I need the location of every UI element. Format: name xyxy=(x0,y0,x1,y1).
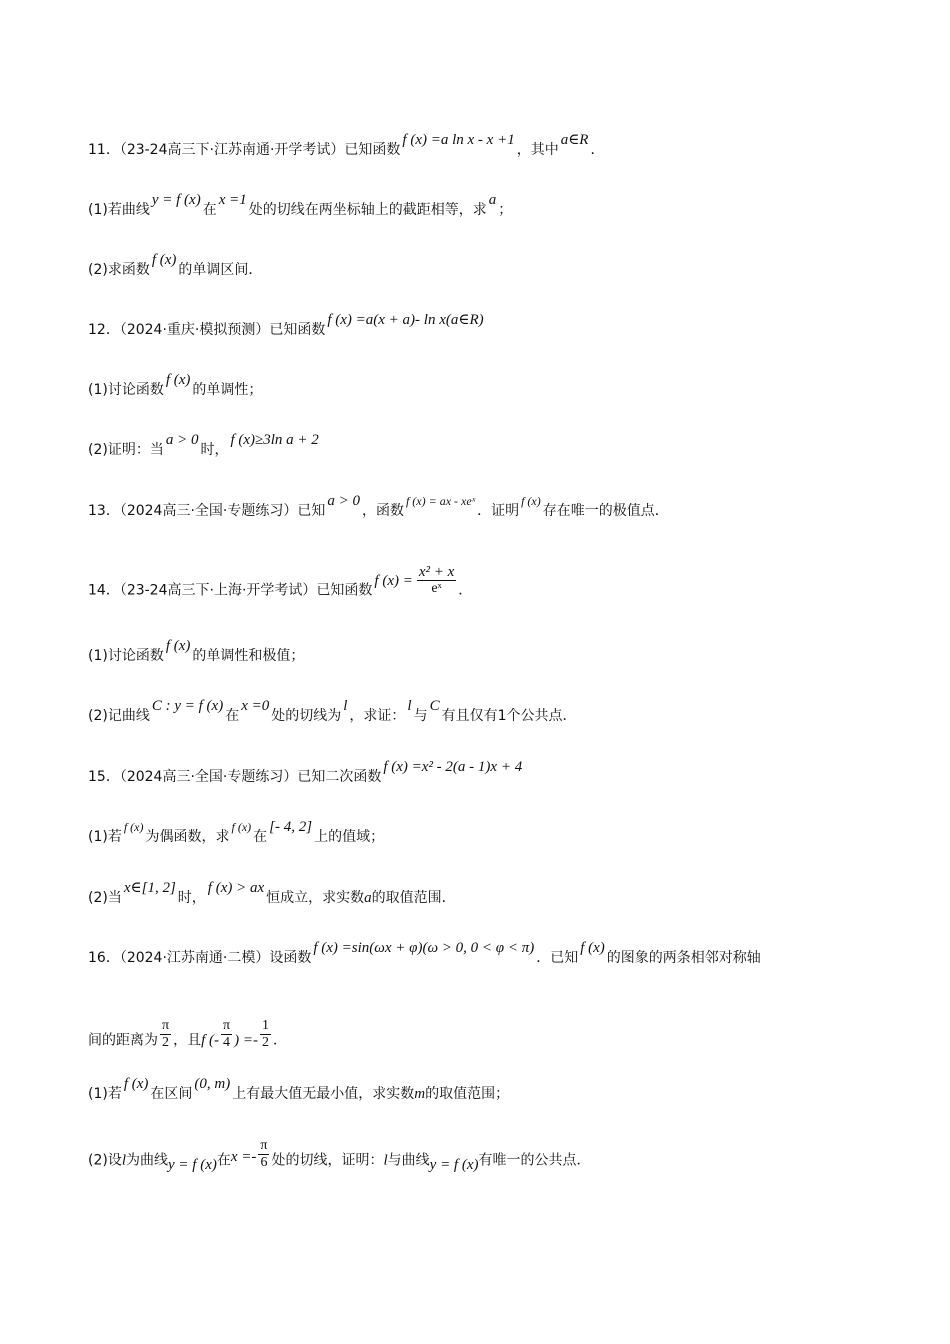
q13-head: 13．（2024高三·全国·专题练习）已知 xyxy=(88,503,326,519)
q14-p2-text6: 有且仅有1个公共点． xyxy=(441,708,577,724)
q16-p2-text5: 与曲线 xyxy=(387,1152,430,1169)
q14-part2 xyxy=(88,698,577,726)
q16-p2-text2: 为曲线 xyxy=(126,1152,169,1169)
q16-frac4-num: π xyxy=(260,1138,268,1153)
q16-frac-pi-6 xyxy=(258,1138,269,1171)
q14-p2-text3: 处的切线为 xyxy=(271,708,342,724)
q16-p1-text4: 的取值范围； xyxy=(425,1086,510,1102)
q16-frac4-den: 6 xyxy=(260,1155,268,1170)
q11-p2-f: f (x) xyxy=(151,252,177,268)
q12-p2-text: (2)证明：当 xyxy=(88,442,164,458)
q13-text: ，函数 xyxy=(361,503,404,519)
q16-p2-l2: l xyxy=(383,1152,388,1169)
q11-p1-x: x =1 xyxy=(218,192,247,208)
q14-head: 14．（23-24高三下·上海·开学考试）已知函数 xyxy=(88,582,373,599)
q14-end: ． xyxy=(458,582,473,599)
q16-p2-x-lhs: x =- xyxy=(230,1148,257,1165)
q14-p2-x: x =0 xyxy=(241,698,270,714)
q12-p1-text2: 的单调性； xyxy=(192,382,263,398)
q14-fraction xyxy=(417,564,456,597)
q15-p1-f: f (x) xyxy=(123,820,144,834)
q14-p1-f: f (x) xyxy=(165,638,191,654)
q11-end: ． xyxy=(590,142,605,158)
q16-p2-text6: 有唯一的公共点． xyxy=(478,1152,591,1169)
q13-function: f (x) = ax - xeˣ xyxy=(405,494,476,508)
q16-text: ．已知 xyxy=(536,950,579,966)
q15-p1-text: (1)若 xyxy=(88,829,122,845)
q16-frac-1-2 xyxy=(260,1018,271,1051)
q12-p2-cond: a > 0 xyxy=(165,432,199,448)
q14-stem xyxy=(88,564,473,607)
q16-p2-l: l xyxy=(121,1152,127,1169)
q16-p2-text4: 处的切线，证明： xyxy=(271,1152,384,1169)
q15-p1-text3: 在 xyxy=(253,829,268,845)
q11-p1-curve: y = f (x) xyxy=(151,192,201,208)
q15-stem xyxy=(88,759,524,787)
q16-frac-pi-4 xyxy=(221,1018,232,1051)
q14-p2-text4: ，求证： xyxy=(349,708,406,724)
q16-p1-interval: (0, m) xyxy=(194,1076,231,1092)
q14-p2-text2: 在 xyxy=(225,708,240,724)
q16-l2-expr-b: ) =- xyxy=(234,1032,258,1049)
q16-frac3-num: 1 xyxy=(261,1018,269,1033)
q16-stem xyxy=(88,940,761,968)
q13-stem xyxy=(88,493,669,521)
q16-p2-curve2: y = f (x) xyxy=(429,1156,479,1173)
q14-p1-text: (1)讨论函数 xyxy=(88,648,164,664)
q15-p2-var: a xyxy=(364,890,372,906)
q15-p2-ineq: f (x) > ax xyxy=(207,880,265,896)
q11-condition: a∈R xyxy=(560,132,589,148)
q16-stem-line2 xyxy=(88,1018,287,1057)
q15-p1-text2: 为偶函数，求 xyxy=(145,829,230,845)
q16-l2-expr-a: f (- xyxy=(201,1032,219,1049)
q15-p2-text: (2)当 xyxy=(88,890,122,906)
q14-p2-l2: l xyxy=(407,698,412,714)
q16-p1-text2: 在区间 xyxy=(150,1086,193,1102)
q12-p2-ineq: f (x)≥3ln a + 2 xyxy=(230,432,319,448)
q16-frac3-den: 2 xyxy=(261,1035,269,1050)
q16-l2-text: 间的距离为 xyxy=(88,1032,158,1049)
q13-text3: 存在唯一的极值点． xyxy=(542,503,669,519)
q11-head: 11．（23-24高三下·江苏南通·开学考试）已知函数 xyxy=(88,142,401,158)
q15-p1-interval: [- 4, 2] xyxy=(269,819,313,835)
q11-p1-text4: ； xyxy=(498,202,513,218)
q15-p1-text4: 上的值域； xyxy=(314,829,385,845)
q16-p2-text: (2)设 xyxy=(88,1152,122,1169)
q14-p2-curve: C : y = f (x) xyxy=(151,698,224,714)
q16-p1-text: (1)若 xyxy=(88,1086,122,1102)
q11-part2 xyxy=(88,252,263,280)
q13-f: f (x) xyxy=(521,494,541,508)
q16-p2-text3: 在 xyxy=(216,1152,231,1169)
q16-frac-pi-2 xyxy=(160,1018,171,1051)
q16-part1 xyxy=(88,1076,510,1104)
q14-p1-text2: 的单调性和极值； xyxy=(192,648,305,664)
q12-head: 12．（2024·重庆·模拟预测）已知函数 xyxy=(88,322,326,338)
q16-frac1-num: π xyxy=(162,1018,170,1033)
q16-p2-curve: y = f (x) xyxy=(168,1156,217,1173)
q16-l2-text3: ． xyxy=(272,1032,287,1049)
q11-p1-text3: 处的切线在两坐标轴上的截距相等，求 xyxy=(248,202,487,218)
q12-p1-text: (1)讨论函数 xyxy=(88,382,164,398)
q14-denominator: eˣ xyxy=(431,581,442,596)
q15-p1-f2: f (x) xyxy=(231,820,252,834)
q11-function: f (x) =a ln x - x +1 xyxy=(402,132,515,148)
q11-text: ，其中 xyxy=(516,142,559,158)
q11-p2-text: (2)求函数 xyxy=(88,262,150,278)
q15-p2-text4: 的取值范围． xyxy=(371,890,456,906)
q12-function: f (x) =a(x + a)- ln x(a∈R) xyxy=(327,312,484,328)
q11-p1-text: (1)若曲线 xyxy=(88,202,150,218)
q16-p1-text3: 上有最大值无最小值，求实数 xyxy=(232,1086,415,1102)
q12-part1 xyxy=(88,372,263,400)
q11-p2-text2: 的单调区间． xyxy=(178,262,263,278)
q15-part2 xyxy=(88,880,456,908)
q11-part1 xyxy=(88,192,513,220)
q14-p2-C: C xyxy=(429,698,440,714)
q14-part1 xyxy=(88,638,305,666)
q16-l2-text2: ，且 xyxy=(173,1032,202,1049)
q11-p1-var: a xyxy=(488,192,497,208)
q15-function: f (x) =x² - 2(a - 1)x + 4 xyxy=(383,759,523,775)
q16-frac1-den: 2 xyxy=(162,1035,170,1050)
q15-part1 xyxy=(88,819,385,847)
q13-text2: ．证明 xyxy=(477,503,520,519)
q16-frac2-den: 4 xyxy=(223,1035,231,1050)
q16-text2: 的图象的两条相邻对称轴 xyxy=(606,950,761,966)
q13-cond: a > 0 xyxy=(327,493,360,509)
q14-p2-text: (2)记曲线 xyxy=(88,708,150,724)
q15-p2-cond: x∈[1, 2] xyxy=(123,880,176,896)
q16-part2 xyxy=(88,1138,591,1177)
q12-p2-text2: 时， xyxy=(200,442,229,458)
q16-p1-var: m xyxy=(414,1086,426,1102)
q15-p2-text2: 时， xyxy=(177,890,206,906)
q11-stem xyxy=(88,132,605,160)
q12-stem xyxy=(88,312,486,340)
q12-part2 xyxy=(88,432,321,460)
q14-p2-l: l xyxy=(343,698,348,714)
q14-p2-text5: 与 xyxy=(413,708,428,724)
q16-head: 16．（2024·江苏南通·二模）设函数 xyxy=(88,950,312,966)
q15-head: 15．（2024高三·全国·专题练习）已知二次函数 xyxy=(88,769,382,785)
q15-p2-text3: 恒成立，求实数 xyxy=(266,890,365,906)
q16-frac2-num: π xyxy=(223,1018,231,1033)
q16-p1-f: f (x) xyxy=(123,1076,149,1092)
q16-f: f (x) xyxy=(580,940,605,956)
q16-function: f (x) =sin(ωx + φ)(ω > 0, 0 < φ < π) xyxy=(313,940,535,956)
q14-function-lhs: f (x) = xyxy=(374,572,413,589)
q14-numerator: x² + x xyxy=(418,564,455,580)
q11-p1-text2: 在 xyxy=(202,202,217,218)
q12-p1-f: f (x) xyxy=(165,372,191,388)
